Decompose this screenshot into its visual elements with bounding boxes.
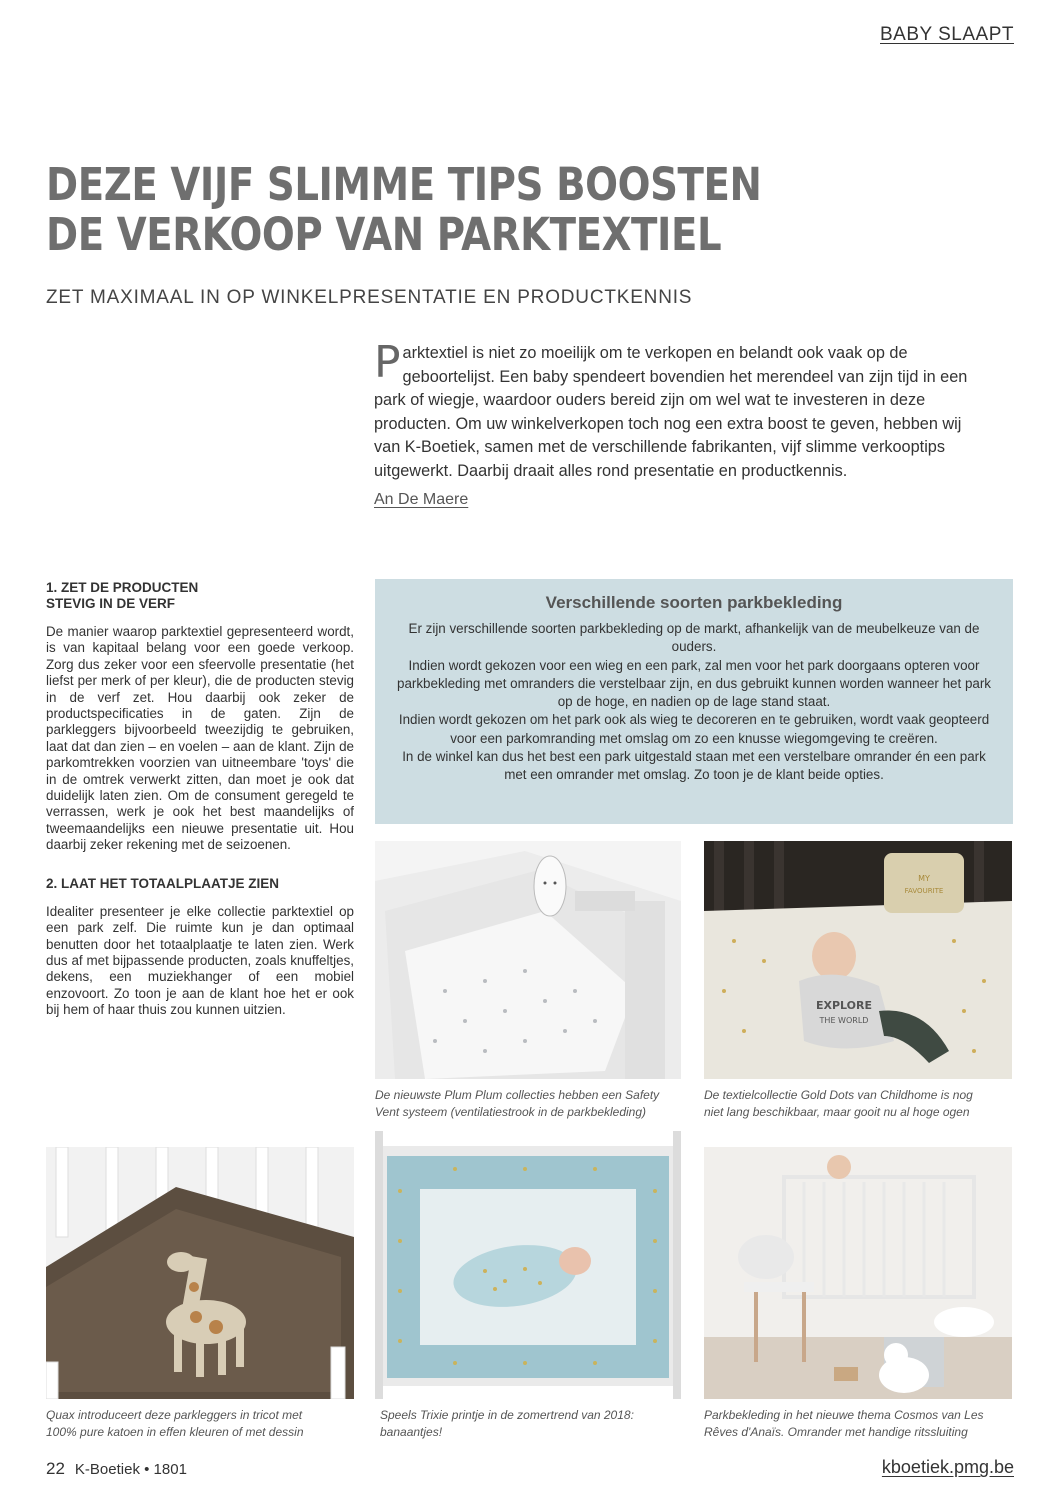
section-1-heading [46,580,354,612]
info-box-paragraph-4: In de winkel kan dus het best een park uitgestald staan met een verstelbare omrander én een park met een omrander met omslag. Zo toon je de klant beide opties. [402,749,986,783]
photo-plum-plum-crib [375,841,681,1079]
caption-trixie [380,1407,680,1441]
info-box-paragraph-1: Er zijn verschillende soorten parkbekleding op de markt, afhankelijk van de meubelkeuze van de ouders. [408,621,980,655]
photo-quax-giraffe [46,1147,354,1399]
section-tag: BABY SLAAPT [880,24,1014,45]
section-2-body: Idealiter presenteer je elke collectie parktextiel op een park zelf. Die ruimte kun je dan optimaal benutten door het totaalplaatje te laten zien. Werk dus af met bijpassende producten, zoals knuffeltjes, dekens, een muziekhanger of een mobiel enzovoort. Zo toon je aan de klant hoe het er ook bij hem of haar thuis zou kunnen uitzien. [46,903,354,1018]
magazine-issue: K-Boetiek • 1801 [74,1461,187,1478]
photo-cosmos-nursery [704,1147,1012,1399]
footer-website-link[interactable]: kboetiek.pmg.be [881,1457,1014,1477]
caption-trixie-line1: Speels Trixie printje in de zomertrend van 2018: [380,1408,634,1422]
caption-childhome-line2: niet lang beschikbaar, maar gooit nu al hoge ogen [704,1105,970,1119]
page-number: 22 [46,1459,65,1478]
info-box-paragraph-3: Indien wordt gekozen om het park ook als wieg te decoreren en te gebruiken, wordt vaak geopteerd voor een parkomranding met omslag om zo een knusse wiegomgeving te creëren. [398,712,990,746]
left-column [46,580,354,1019]
caption-plum-plum-line1: De nieuwste Plum Plum collecties hebben een Safety [375,1088,660,1102]
caption-childhome-line1: De textielcollectie Gold Dots van Childhome is nog [704,1088,973,1102]
section-1-body: De manier waarop parktextiel gepresenteerd wordt, is van kapitaal belang voor een goede verkoop. Zorg dus zeker voor een sfeervolle presentatie (het liefst per merk of per kleur), die de producten stevig in de verf zet. Hou daarbij ook zeker de productspecificaties in de gaten. Zijn de parkleggers bijvoorbeeld tweezijdig te gebruiken, laat dat dan zien – en voelen – aan de klant. Zijn de parkomtrekken voorzien van uitneembare 'toys' die in de omtrek verwerkt zitten, dan moet je ook dat duidelijk laten zien. Om de consument geregeld te verrassen, werk je ook het best maandelijks of tweemaandelijks een nieuwe presentatie uit. Hou daarbij zeker rekening met de seizoenen. [46,624,354,853]
caption-plum-plum [375,1087,685,1121]
pillow-text-2: FAVOURITE [904,887,944,895]
shirt-text-1: EXPLORE [815,999,873,1012]
caption-cosmos-line2: Rêves d'Anaïs. Omrander met handige ritssluiting [704,1425,968,1439]
caption-plum-plum-line2: Vent systeem (ventilatiestrook in de parkbekleding) [375,1105,647,1119]
info-box-title: Verschillende soorten parkbekleding [545,593,843,612]
author-byline: An De Maere [374,491,469,508]
info-box [375,579,1013,824]
caption-trixie-line2: banaantjes! [380,1425,443,1439]
footer-page-info [46,1459,187,1479]
intro-text: arktextiel is niet zo moeilijk om te verkopen en belandt ook vaak op de geboortelijst. Een baby spendeert bovendien het merendeel van zijn tijd in een park of wiegje, waardoor ouders bereid zijn om wel wat te investeren in deze producten. Om uw winkelverkopen toch nog een extra boost te geven, hebben wij van K-Boetiek, samen met de verschillende fabrikanten, vijf slimme verkooptips uitgewerkt. Daarbij draait alles rond presentatie en productkennis. [374,344,968,480]
photo-childhome-gold-dots [704,841,1012,1079]
section-1-heading-line1: 1. ZET DE PRODUCTEN [46,580,199,595]
section-1-heading-line2: STEVIG IN DE VERF [46,596,176,611]
shirt-text-2: THE WORLD [819,1016,869,1025]
article-title-line2: DE VERKOOP VAN PARKTEXTIEL [46,208,722,261]
info-box-paragraph-2: Indien wordt gekozen voor een wieg en een park, zal men voor het park doorgaans opteren voor parkbekleding met omranders die verstelbaar zijn, en dus gebruikt kunnen worden wanneer het park op de hoge, en nadien op de lage stand staat. [397,657,991,710]
drop-cap: P [374,337,401,388]
caption-childhome [704,1087,1014,1121]
article-title-line1: DEZE VIJF SLIMME TIPS BOOSTEN [46,158,762,211]
article-title [46,160,1006,260]
pillow-text-1: MY [918,874,930,883]
caption-cosmos [704,1407,1014,1441]
caption-quax-line1: Quax introduceert deze parkleggers in tricot met [46,1408,303,1422]
article-subtitle: ZET MAXIMAAL IN OP WINKELPRESENTATIE EN PRODUCTKENNIS [46,287,693,308]
section-2-heading: 2. LAAT HET TOTAALPLAATJE ZIEN [46,875,280,891]
caption-quax-line2: 100% pure katoen in effen kleuren of met dessin [46,1425,304,1439]
caption-quax [46,1407,356,1441]
photo-trixie-bananas [375,1131,681,1399]
caption-cosmos-line1: Parkbekleding in het nieuwe thema Cosmos van Les [704,1408,984,1422]
intro-paragraph [374,337,974,484]
